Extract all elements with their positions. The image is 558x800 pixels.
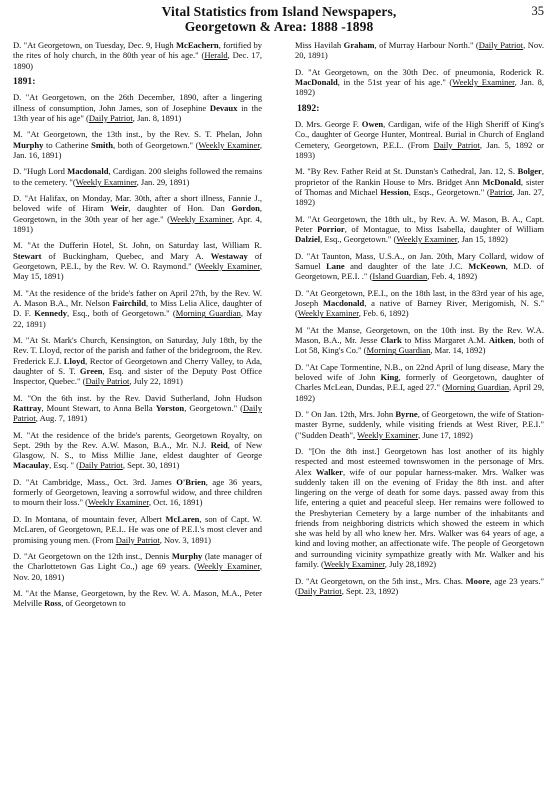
newspaper-source: Daily Patriot	[85, 376, 130, 387]
entry-text: , June 17, 1892)	[418, 429, 473, 440]
vital-record-entry	[13, 514, 262, 545]
entry-text: , May 22, 1891)	[13, 308, 263, 329]
newspaper-source: Herald	[204, 50, 228, 61]
surname: Lloyd	[63, 355, 86, 366]
vital-record-entry	[13, 166, 262, 187]
vital-record-entry	[295, 67, 544, 98]
entry-text: of Georgetown, P.E.I., by the Rev. W. O. Raymond." (	[13, 250, 262, 271]
vital-record-entry	[295, 409, 544, 440]
surname: Ross	[44, 598, 62, 609]
entry-text: , age 23 years." (	[295, 575, 544, 596]
surname: Weir	[110, 203, 129, 214]
entry-text: D. "At Cape Tormentine, N.B., on 22nd April of lung disease, Mary the beloved wife of John	[295, 361, 544, 383]
entry-text: , fortified by the rites of holy church, in the 80th year of his age." (	[13, 40, 263, 61]
surname: Devaux	[209, 102, 238, 113]
vital-record-entry	[13, 393, 262, 424]
entry-text: D. "[On the 8th inst.] Georgetown has lost another of its highly respected and most esteemed townswomen in the personage of Mrs. Alex	[295, 446, 544, 477]
surname: MacDonald	[295, 77, 338, 88]
entry-text: M. "At Georgetown, the 13th inst., by the Rev. S. T. Phelan, John	[13, 129, 262, 140]
entry-text: , formerly of Georgetown, daughter of Charles McLean, Dundas, P.E.I, aged 27." (	[295, 372, 544, 393]
newspaper-source: Morning Guardian	[175, 308, 241, 319]
entry-text: (late manager of the Charlottetown Gas Light Co.,) age 69 years. (	[13, 551, 262, 572]
entry-text: , Nov. 3, 1891)	[159, 534, 211, 545]
surname: Fairchild	[112, 298, 146, 309]
surname: Owen	[361, 119, 384, 130]
newspaper-source: Daily Patriot	[115, 534, 160, 545]
entry-text: D. "At Georgetown, on the 5th inst., Mrs. Chas.	[295, 575, 466, 586]
vital-record-entry	[295, 251, 544, 282]
entry-text: , of Montague, to Miss Isabella, daughter of William	[344, 223, 544, 234]
surname: Porrior	[317, 223, 345, 234]
surname: Rattray	[13, 402, 42, 413]
entry-text: D. "At Georgetown on the 12th inst., Dennis	[13, 551, 172, 562]
surname: Aitken	[488, 335, 514, 346]
entry-text: , Rector of Georgetown and Cherry Valley, to Ada, daughter of S. T.	[13, 355, 262, 376]
entry-text: , Mount Stewart, to Anna Bella	[41, 402, 156, 413]
entry-text: , Nov. 20, 1891)	[295, 40, 544, 61]
entry-text: , of Murray Harbour North." (	[374, 40, 479, 50]
entry-text: , Aug. 7, 1891)	[35, 413, 88, 424]
entry-text: in the 13th year of his age" (	[13, 102, 262, 123]
entry-text: , July 22, 1891)	[129, 376, 183, 387]
surname: Reid	[210, 439, 228, 450]
entry-text: , Georgetown, in the 30th year of her age." (	[13, 203, 262, 224]
surname: Smith	[91, 139, 113, 150]
surname: McEachern	[175, 40, 219, 50]
entry-text: , Esqs., Georgetown." (	[408, 186, 490, 197]
entry-text: , Mar. 14, 1892)	[430, 345, 486, 356]
entry-text: D. "At Taunton, Mass, U.S.A., on Jan. 20th, Mary Collard, widow of Samuel	[295, 250, 544, 271]
entry-text: , Feb. 6, 1892)	[358, 308, 409, 319]
surname: McDonald	[482, 176, 521, 187]
vital-record-entry	[13, 551, 262, 582]
entry-text: M. "At the Dufferin Hotel, St. John, on Saturday last, William R.	[13, 240, 262, 251]
entry-text: D. "At Halifax, on Monday, Mar. 30th, after a short illness, Fannie J., beloved wife of Hiram	[13, 193, 262, 214]
entry-text: , son of Capt. W. McLaren, of Georgetown, P.E.I.. He was one of P.E.I.'s most clever and promising young men. (From	[13, 514, 262, 545]
entry-text: , both of Lot 58, King's Co." (	[295, 335, 544, 356]
vital-record-entry	[13, 477, 262, 508]
vital-record-entry	[13, 129, 262, 160]
entry-text: , May 15, 1891)	[13, 260, 262, 282]
entry-text: , a native of Barney River, Merigomish, N. S." (	[295, 298, 544, 319]
vital-record-entry	[295, 119, 544, 160]
entry-text: D. "At Georgetown, P.E.I., on the 18th last, in the 83rd year of his age, Joseph	[295, 287, 544, 309]
surname: Lane	[326, 260, 345, 271]
page-number: 35	[531, 4, 544, 18]
entry-text: and daughter of the late J.C.	[344, 260, 469, 271]
surname: Green	[79, 365, 103, 376]
entry-text: D. In Montana, of mountain fever, Albert	[13, 514, 166, 525]
surname: Byrne	[395, 409, 418, 420]
entry-text: D. " On Jan. 12th, Mrs. John	[295, 409, 396, 420]
entry-text: M. "At the Manse, Georgetown, by the Rev. W. A. Mason, M.A., Peter Melville	[13, 588, 262, 609]
entry-text: , in the 51st year of his age." (	[337, 77, 453, 88]
vital-record-entry	[13, 430, 262, 471]
surname: Macdonald	[322, 298, 365, 309]
vital-record-entry	[295, 214, 544, 245]
vital-record-entry	[295, 576, 544, 597]
vital-record-entry	[13, 240, 262, 281]
newspaper-source: Daily Patriot	[433, 139, 480, 150]
surname: Moore	[465, 575, 490, 586]
newspaper-source: Daily Patriot	[88, 112, 133, 123]
entry-text: M. "By Rev. Father Reid at St. Dunstan's Cathedral, Jan. 12, S.	[295, 166, 518, 177]
entry-text: , Esq., both of Georgetown." (	[66, 308, 176, 319]
entry-text: D. "At Georgetown, on the 26th December, 1890, after a lingering illness of consumption, John James, son of Josephine	[13, 92, 262, 113]
entry-text: , Cardigan, wife of the High Sheriff of King's Co., daughter of George Hunter, Montreal. Burial in Church of England Cemetery, Georgetown, P.E.I.. (From	[295, 119, 545, 150]
surname: Gordon	[231, 203, 260, 214]
surname: Hession	[380, 186, 409, 197]
vital-record-entry	[295, 166, 544, 207]
newspaper-source: Weekly Examiner	[357, 429, 419, 440]
entry-text: , Esq. and sister of the Deputy Post Office Inspector, Quebec." (	[13, 365, 262, 387]
entry-text: M. "At the residence of the bride's parents, Georgetown Royalty, on Sept. 29th by the Rev. A.W. Mason, B.A., Mr. N.J.	[13, 429, 262, 450]
newspaper-source: Weekly Examiner	[297, 308, 359, 319]
entry-text: D. "At Cambridge, Mass., Oct. 3rd. James	[13, 476, 177, 487]
entry-text: , M.D. of Georgetown, P.E.I. ." (	[295, 260, 544, 282]
entry-text: , Jan. 8, 1891)	[132, 112, 182, 123]
surname: Westaway	[210, 250, 248, 261]
entry-text: D. "At Georgetown, on the 30th Dec. of pneumonia, Roderick R.	[295, 66, 544, 77]
entry-text: M. "At the residence of the bride's father on April 27th, by the Rev. W. A. Mason B.A., Mr. Nelson	[13, 287, 262, 309]
entry-text: , of Georgetown, the wife of Station-master Byrne, suddenly, while visiting friends at West River, P.E.I." ("Sudden Death",	[295, 409, 544, 440]
surname: Clark	[380, 335, 402, 346]
newspaper-source: Morning Guardian	[366, 345, 431, 356]
surname: McLaren	[165, 514, 200, 525]
entry-text: D. Mrs. George F.	[295, 119, 362, 130]
entry-text: M. "At Georgetown, the 18th ult., by Rev. A. W. Mason, B. A., Capt. Peter	[295, 213, 544, 234]
newspaper-source: Weekly Examiner	[75, 176, 137, 187]
entry-text: , July 28,1892)	[384, 558, 437, 569]
newspaper-source: Daily Patriot	[297, 585, 342, 596]
newspaper-source: Daily Patriot	[478, 40, 524, 50]
vital-record-entry	[295, 40, 544, 61]
entry-text: , Esq. " (	[49, 460, 79, 471]
newspaper-source: Island Guardian	[372, 271, 428, 282]
surname: Macdonald	[67, 166, 109, 177]
newspaper-source: Weekly Examiner	[198, 139, 260, 150]
entry-text: , Feb. 4, 1892)	[427, 271, 478, 282]
entry-text: , Sept. 30, 1891)	[122, 460, 180, 471]
vital-record-entry	[295, 325, 544, 356]
vital-record-entry	[13, 193, 262, 234]
vital-record-entry	[13, 288, 262, 329]
entry-text: , of New Glasgow, N. S., to Miss Millie Jane, eldest daughter of George	[13, 439, 262, 461]
vital-record-entry	[295, 288, 544, 319]
entry-text: , Oct. 16, 1891)	[148, 497, 203, 508]
title-line-2: Georgetown & Area: 1888 -1898	[184, 19, 374, 34]
newspaper-source: Weekly Examiner	[87, 497, 149, 508]
surname: Macaulay	[13, 460, 50, 471]
entry-text: , Jan. 27, 1892)	[295, 186, 545, 208]
entry-text: M. "On the 6th inst. by the Rev. David Sutherland, John Hudson	[13, 392, 262, 403]
vital-record-entry	[13, 335, 262, 386]
surname: O'Brien	[176, 476, 206, 487]
left-column	[13, 40, 262, 615]
year-heading: 1891:	[13, 76, 36, 88]
surname: Dalziel	[295, 234, 321, 245]
surname: Murphy	[13, 139, 44, 150]
year-heading: 1892:	[297, 102, 320, 114]
entry-text: , Jan 15, 1892)	[457, 234, 508, 245]
entry-text: , sister of Thomas and Michael	[295, 176, 544, 197]
page-title	[0, 4, 558, 34]
vital-record-entry	[13, 92, 262, 123]
newspaper-source: Morning Guardian	[445, 382, 510, 393]
entry-text: , proprietor of the Rankin House to Mrs. Bridget Ann	[295, 166, 544, 187]
newspaper-source: Daily Patriot	[13, 402, 262, 424]
newspaper-source: Patriot	[489, 186, 513, 197]
surname: Kennedy	[34, 308, 67, 319]
newspaper-source: Weekly Examiner	[396, 234, 458, 245]
entry-text: , Jan. 16, 1891)	[13, 139, 262, 160]
entry-text: , Jan. 29, 1891)	[136, 176, 190, 187]
entry-text: M. "At St. Mark's Church, Kensington, on Saturday, July 18th, by the Rev. T. Lloyd, rector of the parish and father of the bridegroom, the Rev. Frederick E.J.	[13, 335, 262, 366]
newspaper-source: Daily Patriot	[78, 460, 123, 471]
surname: Walker	[315, 466, 343, 477]
surname: Bolger	[517, 166, 542, 177]
entry-text: , wife of our popular harness-maker. Mrs. Walker was suddenly taken ill on the evening of Friday the 8th inst. and after lingering on the verge of death for some days. passed away from this life, entering a quiet and peaceful sleep. Her remains were followed to the Presbyterian Cemetery by a large number of the inhabitants and friends from neighboring districts which showed the esteem in which she was held by all who knew her. Mrs. Walker was 64 years of age, a kind and loving mother, an affectionate wife. The people of Georgetown and surrounding vicinity sympathize greatly with Mr. Walker and his family. (	[295, 466, 544, 569]
right-column	[295, 40, 544, 602]
entry-text: to Catherine	[43, 139, 92, 150]
newspaper-source: Weekly Examiner	[452, 77, 515, 88]
surname: King	[380, 372, 399, 383]
entry-text: , to Miss Lelia Alice, daughter of D. F.	[13, 298, 262, 319]
entry-text: , Dec. 17, 1890)	[13, 50, 263, 71]
entry-text: , Sept. 23, 1892)	[341, 585, 399, 596]
surname: Graham	[343, 40, 375, 50]
surname: McKeown	[468, 260, 506, 271]
vital-record-entry	[295, 362, 544, 403]
entry-text: , of Georgetown to	[61, 598, 126, 609]
newspaper-source: Weekly Examiner	[169, 213, 233, 224]
vital-record-entry	[295, 446, 544, 569]
newspaper-source: Weekly Examiner	[197, 260, 260, 271]
entry-text: D. "At Georgetown, on Tuesday, Dec. 9, Hugh	[13, 40, 176, 50]
entry-text: , Jan. 8, 1892)	[295, 77, 544, 98]
entry-text: , Apr. 4, 1891)	[13, 213, 262, 234]
entry-text: , Jan. 5, 1892 or 1893)	[295, 139, 544, 160]
newspaper-source: Weekly Examiner	[197, 561, 260, 572]
entry-text: Miss Havilah	[295, 40, 344, 50]
surname: Yorston	[155, 402, 185, 413]
newspaper-source: Weekly Examiner	[323, 558, 385, 569]
title-line-1: Vital Statistics from Island Newspapers,	[161, 4, 397, 19]
vital-record-entry	[13, 40, 262, 71]
surname: Stewart	[13, 250, 42, 261]
entry-text: , April 29, 1892)	[295, 382, 544, 403]
entry-text: M "At the Manse, Georgetown, on the 10th inst. By the Rev. W.A. Mason, B.A., Mr. Jesse	[295, 324, 544, 346]
vital-record-entry	[13, 588, 262, 609]
entry-text: , both of Georgetown." (	[112, 139, 199, 150]
entry-text: of Buckingham, Quebec, and Mary A.	[41, 250, 211, 261]
entry-text: , Georgetown." (	[184, 402, 243, 413]
entry-text: D. "Hugh Lord	[13, 166, 68, 177]
entry-text: to Miss Margaret A.M.	[401, 335, 489, 346]
surname: Murphy	[171, 551, 203, 562]
entry-text: , Esq., Georgetown." (	[320, 234, 397, 245]
entry-text: , age 36 years, formerly of Georgetown, leaving a sorrowful widow, and three children to mourn their loss." (	[13, 476, 262, 508]
entry-text: , Nov. 20, 1891)	[13, 561, 262, 582]
entry-text: , Cardigan. 200 sleighs followed the remains to the cemetery. "(	[13, 166, 262, 187]
entry-text: , daughter of Hon. Dan	[128, 203, 232, 214]
